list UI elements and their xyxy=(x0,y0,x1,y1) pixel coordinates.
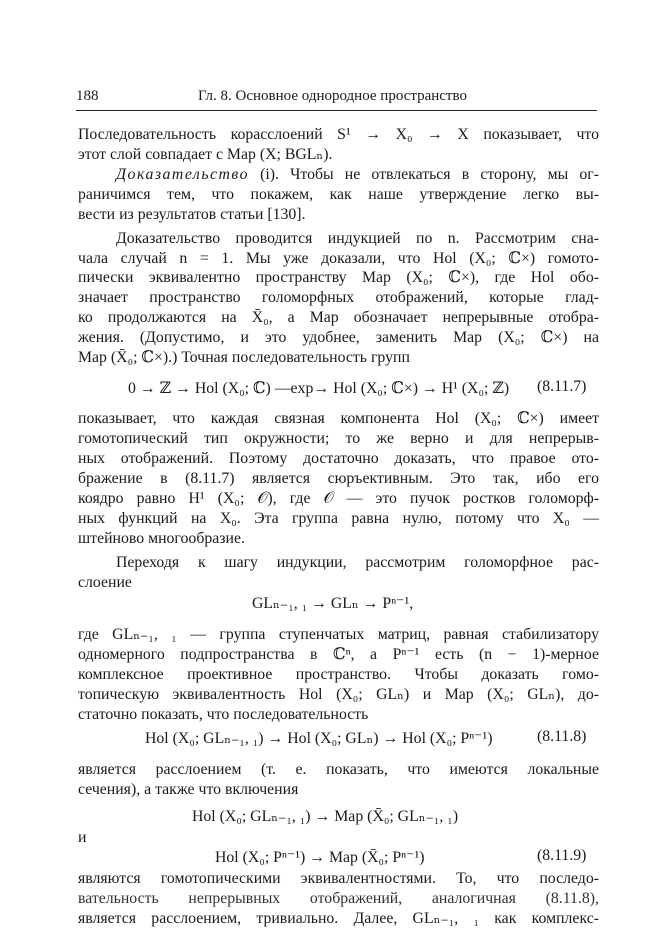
text-line: показывает, что каждая связная компонента Hol (X₀; ℂ×) имеет xyxy=(78,410,599,428)
text-line: значает пространство голоморфных отображений, которые глад- xyxy=(78,289,599,307)
fibration-formula: GLₙ₋₁, ₁ → GLₙ → Pⁿ⁻¹, xyxy=(252,594,414,612)
text-line: топическую эквивалентность Hol (X₀; GLₙ) и Map (X₀; GLₙ), до- xyxy=(78,685,599,703)
text-line: Map (X̄₀; ℂ×).) Точная последовательность групп xyxy=(78,349,410,367)
text-line: бражение в (8.11.7) является сюръективным. Это так, ибо его xyxy=(78,470,599,487)
equation-number: (8.11.7) xyxy=(537,377,587,395)
page-header xyxy=(76,88,597,110)
text-line: ных функций на X₀. Эта группа равна нулю, потому что X₀ — xyxy=(78,509,599,527)
equation-8-11-7: 0 → ℤ → Hol (X₀; ℂ) —exp→ Hol (X₀; ℂ×) → H¹ (X₀; ℤ) xyxy=(128,379,510,397)
proof-label: Доказательство xyxy=(116,165,249,183)
text-line: вательность непрерывных отображений, аналогичная (8.11.8), xyxy=(78,890,599,908)
text-line: чала случай n = 1. Мы уже доказали, что Hol (X₀; ℂ×) гомото- xyxy=(78,249,599,267)
text-line: жения. (Допустимо, и это удобнее, заменить Map (X₀; ℂ×) на xyxy=(78,329,599,347)
text-line: ко продолжаются на X̄₀, а Map обозначает непрерывные отобра- xyxy=(78,309,599,327)
page-number: 188 xyxy=(76,88,99,104)
text-line: где GLₙ₋₁, ₁ — группа ступенчатых матриц, равная стабилизатору xyxy=(78,625,599,643)
text-line: раничимся тем, что покажем, как наше утверждение легко вы- xyxy=(78,185,599,203)
text-line: штейново многообразие. xyxy=(78,529,245,547)
text-line: пически эквивалентно пространству Map (X₀; ℂ×), где Hol обо- xyxy=(78,269,599,287)
inclusion-formula: Hol (X₀; GLₙ₋₁, ₁) → Map (X̄₀; GLₙ₋₁, ₁) xyxy=(192,808,459,826)
text-line: коядро равно H¹ (X₀; 𝒪), где 𝒪 — это пучок ростков голоморф- xyxy=(78,489,599,507)
text-line: Доказательство проводится индукцией по n. Рассмотрим сна- xyxy=(116,229,599,247)
text-line: вести из результатов статьи [130]. xyxy=(78,205,306,223)
text-line: этот слой совпадает с Map (X; BGLₙ). xyxy=(78,145,333,163)
text-line: слоение xyxy=(78,573,132,591)
text-line: одномерного подпространства в ℂⁿ, а Pⁿ⁻¹ есть (n − 1)-мерное xyxy=(78,645,599,663)
equation-number: (8.11.9) xyxy=(537,847,587,865)
equation-8-11-9: Hol (X₀; Pⁿ⁻¹) → Map (X̄₀; Pⁿ⁻¹) xyxy=(215,849,425,867)
running-title: Гл. 8. Основное однородное пространство xyxy=(198,88,467,104)
text-line: статочно показать, что последовательность xyxy=(78,705,369,723)
text-line: является расслоением (т. е. показать, что имеются локальные xyxy=(78,760,599,778)
text-line: Переходя к шагу индукции, рассмотрим голоморфное рас- xyxy=(116,553,599,571)
text-line: комплексное проективное пространство. Чтобы доказать гомо- xyxy=(78,665,599,683)
text-line: являются гомотопическими эквивалентностями. То, что последо- xyxy=(78,870,599,888)
text-line xyxy=(116,165,599,185)
text-line: сечения), а также что включения xyxy=(78,780,299,798)
conjunction-and: и xyxy=(78,829,87,847)
text-line: гомотопический тип окружности; то же верно и для непрерыв- xyxy=(78,430,599,448)
text-line: Последовательность корасслоений S¹ → X₀ → X показывает, что xyxy=(78,126,599,143)
equation-number: (8.11.8) xyxy=(537,728,587,746)
text-line: ных отображений. Поэтому достаточно доказать, что правое ото- xyxy=(78,450,599,468)
proof-line-start: (i). Чтобы не отвлекаться в сторону, мы ог- xyxy=(260,165,599,183)
text-line: является расслоением, тривиально. Далее, GLₙ₋₁, ₁ как комплекс- xyxy=(78,910,599,927)
equation-8-11-8: Hol (X₀; GLₙ₋₁, ₁) → Hol (X₀; GLₙ) → Hol (X₀; Pⁿ⁻¹) xyxy=(145,730,493,748)
header-rule xyxy=(76,110,597,111)
